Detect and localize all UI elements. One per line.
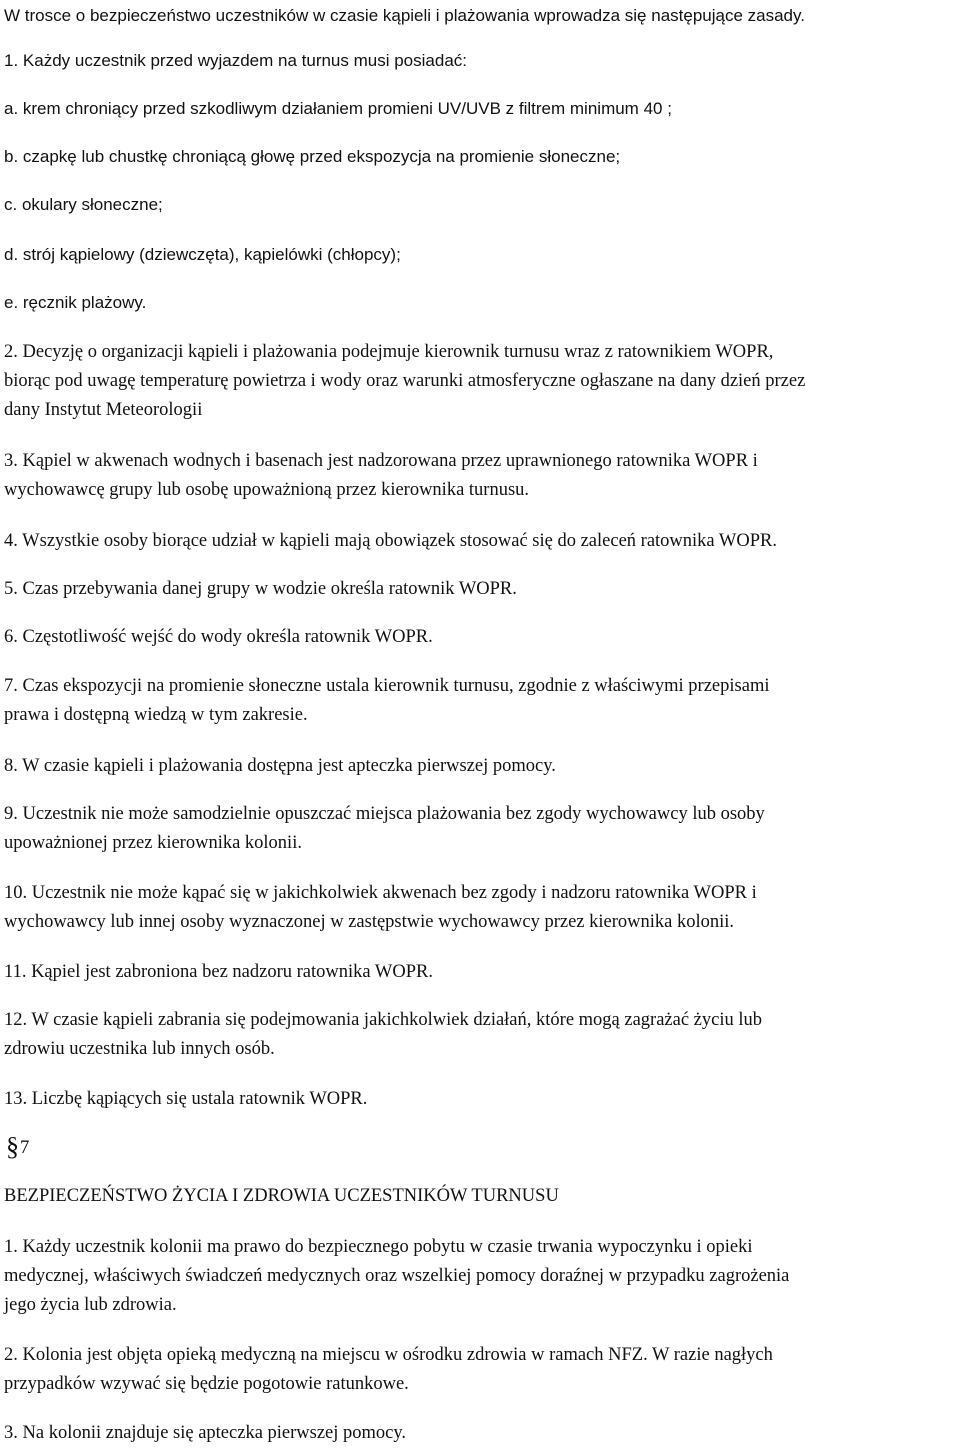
rule-10-line-1: 10. Uczestnik nie może kąpać się w jakichkolwiek akwenach bez zgody i nadzoru ratownika WOPR i — [4, 883, 757, 903]
rule-6: 6. Częstotliwość wejść do wody określa ratownik WOPR. — [4, 627, 433, 647]
rule-13: 13. Liczbę kąpiących się ustala ratownik WOPR. — [4, 1089, 368, 1109]
section-7-point-2-line-2: przypadków wzywać się będzie pogotowie ratunkowe. — [4, 1374, 409, 1394]
section-7-point-2-line-1: 2. Kolonia jest objęta opieką medyczną na miejscu w ośrodku zdrowia w ramach NFZ. W razie nagłych — [4, 1345, 773, 1365]
rule-1-heading: 1. Każdy uczestnik przed wyjazdem na turnus musi posiadać: — [4, 51, 468, 70]
rule-10-line-2: wychowawcy lub innej osoby wyznaczonej w zastępstwie wychowawcy przez kierownika kolonii. — [4, 912, 735, 932]
rule-3-line-2: wychowawcę grupy lub osobę upoważnioną przez kierownika turnusu. — [4, 480, 530, 500]
rule-2-line-1: 2. Decyzję o organizacji kąpieli i plażowania podejmuje kierownik turnusu wraz z ratownikiem WOPR, — [4, 342, 774, 362]
rule-1-item-d: d. strój kąpielowy (dziewczęta), kąpielówki (chłopcy); — [4, 245, 401, 264]
rule-1-item-b: b. czapkę lub chustkę chroniącą głowę przed ekspozycja na promienie słoneczne; — [4, 147, 621, 166]
rule-1-item-e: e. ręcznik plażowy. — [4, 293, 147, 312]
rule-4: 4. Wszystkie osoby biorące udział w kąpieli mają obowiązek stosować się do zaleceń ratownika WOPR. — [4, 531, 778, 551]
rule-9-line-1: 9. Uczestnik nie może samodzielnie opuszczać miejsca plażowania bez zgody wychowawcy lub osoby — [4, 804, 765, 824]
rule-7-line-1: 7. Czas ekspozycji na promienie słoneczne ustala kierownik turnusu, zgodnie z właściwymi przepisami — [4, 676, 770, 696]
rule-5: 5. Czas przebywania danej grupy w wodzie określa ratownik WOPR. — [4, 579, 517, 599]
rule-2-line-2: biorąc pod uwagę temperaturę powietrza i wody oraz warunki atmosferyczne ogłaszane na dany dzień przez — [4, 371, 806, 391]
rule-2-line-3: dany Instytut Meteorologii — [4, 400, 203, 420]
rule-7-line-2: prawa i dostępną wiedzą w tym zakresie. — [4, 705, 308, 725]
section-7-point-3: 3. Na kolonii znajduje się apteczka pierwszej pomocy. — [4, 1423, 407, 1443]
section-number: 7 — [20, 1138, 30, 1158]
section-symbol: § — [6, 1132, 19, 1161]
section-7-point-1-line-1: 1. Każdy uczestnik kolonii ma prawo do bezpiecznego pobytu w czasie trwania wypoczynku i opieki — [4, 1237, 753, 1257]
rule-11: 11. Kąpiel jest zabroniona bez nadzoru ratownika WOPR. — [4, 962, 433, 982]
rule-1-item-c: c. okulary słoneczne; — [4, 195, 163, 214]
rule-1-item-a: a. krem chroniący przed szkodliwym działaniem promieni UV/UVB z filtrem minimum 40 ; — [4, 99, 672, 118]
rule-3-line-1: 3. Kąpiel w akwenach wodnych i basenach jest nadzorowana przez uprawnionego ratownika WOPR i — [4, 451, 758, 471]
section-title: BEZPIECZEŃSTWO ŻYCIA I ZDROWIA UCZESTNIKÓW TURNUSU — [4, 1186, 559, 1206]
rule-12-line-1: 12. W czasie kąpieli zabrania się podejmowania jakichkolwiek działań, które mogą zagrażać życiu lub — [4, 1010, 763, 1030]
rule-8: 8. W czasie kąpieli i plażowania dostępna jest apteczka pierwszej pomocy. — [4, 756, 556, 776]
section-7-point-1-line-2: medycznej, właściwych świadczeń medycznych oraz wszelkiej pomocy doraźnej w przypadku zagrożenia — [4, 1266, 790, 1286]
rule-9-line-2: upoważnionej przez kierownika kolonii. — [4, 833, 302, 853]
section-7-point-1-line-3: jego życia lub zdrowia. — [4, 1295, 177, 1315]
intro-line: W trosce o bezpieczeństwo uczestników w czasie kąpieli i plażowania wprowadza się następujące zasady. — [4, 6, 805, 25]
rule-12-line-2: zdrowiu uczestnika lub innych osób. — [4, 1039, 275, 1059]
